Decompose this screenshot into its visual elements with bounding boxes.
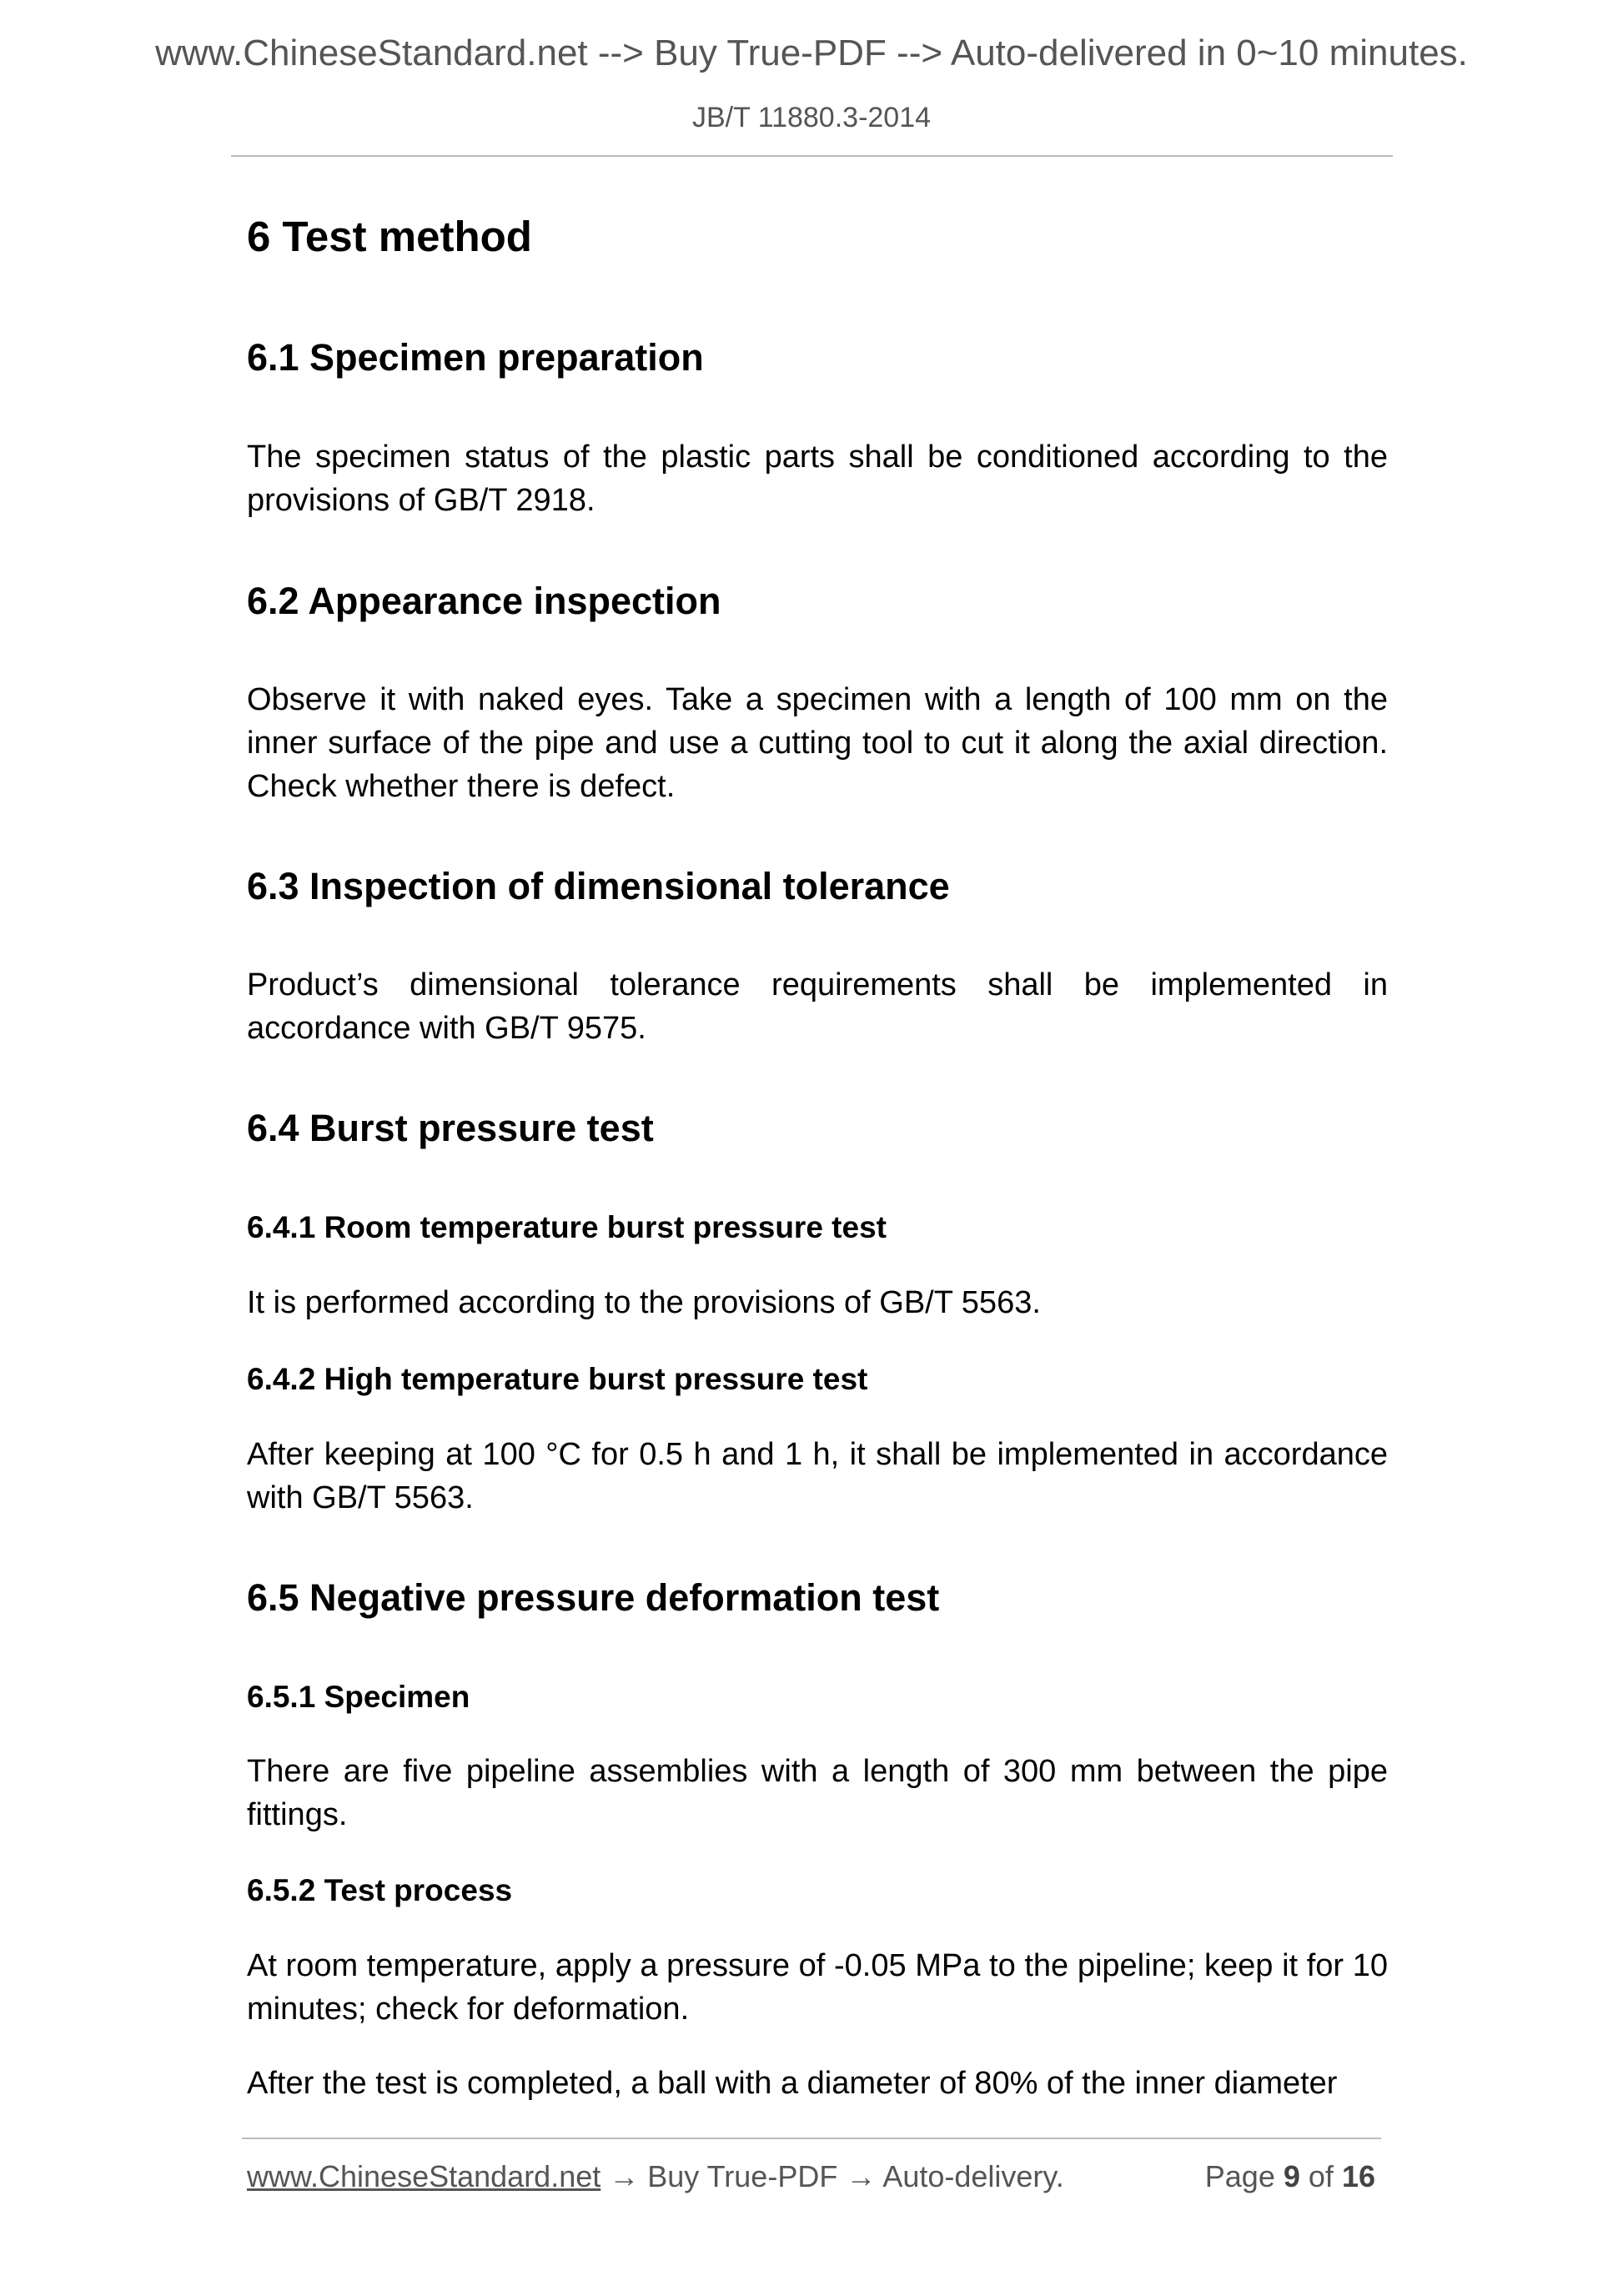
section-6-2-body: Observe it with naked eyes. Take a specimen with a length of 100 mm on the inner surface of the pipe and use a cutting tool to cut it along the axial direction. Check whether there is defect.	[247, 682, 1388, 804]
standard-code: JB/T 11880.3-2014	[691, 102, 932, 133]
section-6-5-2-body-2: After the test is completed, a ball with a diameter of 80% of the inner diameter	[247, 2066, 1338, 2101]
section-6-4-2-title: 6.4.2 High temperature burst pressure test	[247, 1362, 868, 1396]
page-label: Page	[1204, 2159, 1275, 2193]
section-6-5-1-body: There are five pipeline assemblies with a length of 300 mm between the pipe fittings.	[247, 1754, 1388, 1832]
header-divider	[231, 155, 1393, 157]
section-6-1-body: The specimen status of the plastic parts shall be conditioned according to the provisions of GB/T 2918.	[247, 440, 1388, 518]
page-current: 9	[1283, 2159, 1300, 2193]
section-6-4-1-body: It is performed according to the provisions of GB/T 5563.	[247, 1285, 1041, 1320]
footer-divider	[242, 2138, 1381, 2139]
section-6-5-title: 6.5 Negative pressure deformation test	[247, 1576, 940, 1619]
section-6-3-title: 6.3 Inspection of dimensional tolerance	[247, 865, 950, 907]
section-6-4-1-title: 6.4.1 Room temperature burst pressure test	[247, 1210, 887, 1244]
section-6-5-1-title: 6.5.1 Specimen	[247, 1680, 470, 1714]
section-6-1-title: 6.1 Specimen preparation	[247, 336, 704, 379]
page-of: of	[1308, 2159, 1334, 2193]
footer-site-link[interactable]: www.ChineseStandard.net	[247, 2159, 601, 2193]
section-6-5-2-body-1: At room temperature, apply a pressure of -0.05 MPa to the pipeline; keep it for 10 minutes; check for deformation.	[247, 1948, 1388, 2027]
section-6-2-title: 6.2 Appearance inspection	[247, 580, 721, 622]
section-6-3-body: Product’s dimensional tolerance requirements shall be implemented in accordance with GB/T 9575.	[247, 967, 1388, 1046]
footer-tagline: → Buy True-PDF → Auto-delivery.	[600, 2159, 1064, 2193]
section-6-4-2-body: After keeping at 100 °C for 0.5 h and 1 h, it shall be implemented in accordance with GB/T 5563.	[247, 1437, 1388, 1515]
section-6-5-2-title: 6.5.2 Test process	[247, 1873, 513, 1907]
footer-left	[247, 2159, 1064, 2193]
top-banner: www.ChineseStandard.net --> Buy True-PDF --> Auto-delivered in 0~10 minutes.	[155, 33, 1468, 73]
page-indicator	[1204, 2159, 1375, 2193]
section-6-4-title: 6.4 Burst pressure test	[247, 1107, 654, 1149]
page-total: 16	[1341, 2159, 1375, 2193]
section-6-title: 6 Test method	[247, 213, 532, 260]
